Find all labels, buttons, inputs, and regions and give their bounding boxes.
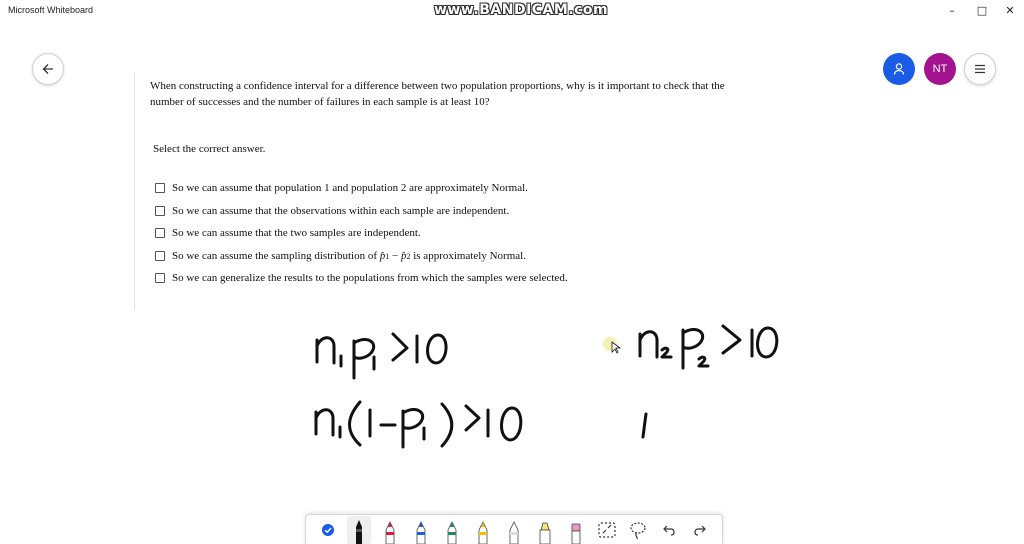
close-button[interactable]: ✕	[1005, 3, 1015, 17]
pen-yellow-icon	[476, 520, 490, 544]
undo-icon	[662, 523, 676, 537]
bandicam-watermark: www.BANDICAM.com	[434, 2, 609, 18]
answer-option-label: So we can assume that the observations within each sample are independent.	[172, 205, 510, 217]
ink-stroke-n1p1-greater-10	[317, 334, 446, 378]
app-title: Microsoft Whiteboard	[8, 5, 94, 15]
ruler-lasso-icon	[628, 520, 648, 540]
pen-white-icon	[507, 520, 521, 544]
answer-option-label-post: is approximately Normal.	[413, 250, 526, 262]
pen-blue[interactable]	[409, 516, 433, 544]
ink-stroke-n2p2-greater-10	[640, 326, 777, 368]
maximize-button[interactable]: □	[976, 3, 988, 17]
pen-green-icon	[445, 520, 459, 544]
pen-green[interactable]	[440, 516, 464, 544]
math-minus: −	[392, 250, 399, 262]
pen-red[interactable]	[378, 516, 402, 544]
ink-stroke-n1-one-minus-p1-greater-10	[316, 402, 521, 447]
pen-yellow[interactable]	[471, 516, 495, 544]
highlighter[interactable]	[533, 516, 557, 544]
pen-white[interactable]	[502, 516, 526, 544]
pen-black[interactable]	[347, 516, 371, 544]
question-instruction: Select the correct answer.	[153, 143, 266, 155]
ink-stroke-partial	[643, 414, 646, 437]
highlighter-icon	[537, 520, 553, 544]
question-prompt: When constructing a confidence interval for a difference between two population proportions, why is it important to check that the number of successes and the number of failures in each sample is at least 10?	[150, 80, 725, 108]
answer-option-label: So we can assume that population 1 and population 2 are approximately Normal.	[172, 182, 528, 194]
lasso-select[interactable]	[595, 516, 619, 544]
avatar-initials: NT	[932, 63, 948, 75]
pen-red-icon	[383, 520, 397, 544]
ink-to-shape-toggle[interactable]	[316, 516, 340, 544]
lasso-select-icon	[597, 520, 617, 540]
math-p2-hat: p̂	[400, 250, 407, 262]
inking-toolbar	[305, 514, 723, 544]
redo-icon	[693, 523, 707, 537]
eraser[interactable]	[564, 516, 588, 544]
pen-blue-icon	[414, 520, 428, 544]
minimize-button[interactable]: –	[949, 3, 955, 17]
answer-option-label: So we can generalize the results to the populations from which the samples were selected.	[172, 272, 568, 284]
undo-button[interactable]	[657, 516, 681, 544]
answer-option-label: So we can assume that the two samples are independent.	[172, 227, 421, 239]
math-subscript-1: 1	[385, 251, 390, 261]
math-p1-hat: p̂	[379, 250, 386, 262]
redo-button[interactable]	[688, 516, 712, 544]
math-subscript-2: 2	[406, 251, 411, 261]
answer-option-label-pre: So we can assume the sampling distribution of	[172, 250, 377, 262]
pen-black-icon	[352, 518, 366, 544]
eraser-icon	[569, 520, 583, 544]
ruler-lasso[interactable]	[626, 516, 650, 544]
checkmark-icon	[321, 523, 335, 537]
